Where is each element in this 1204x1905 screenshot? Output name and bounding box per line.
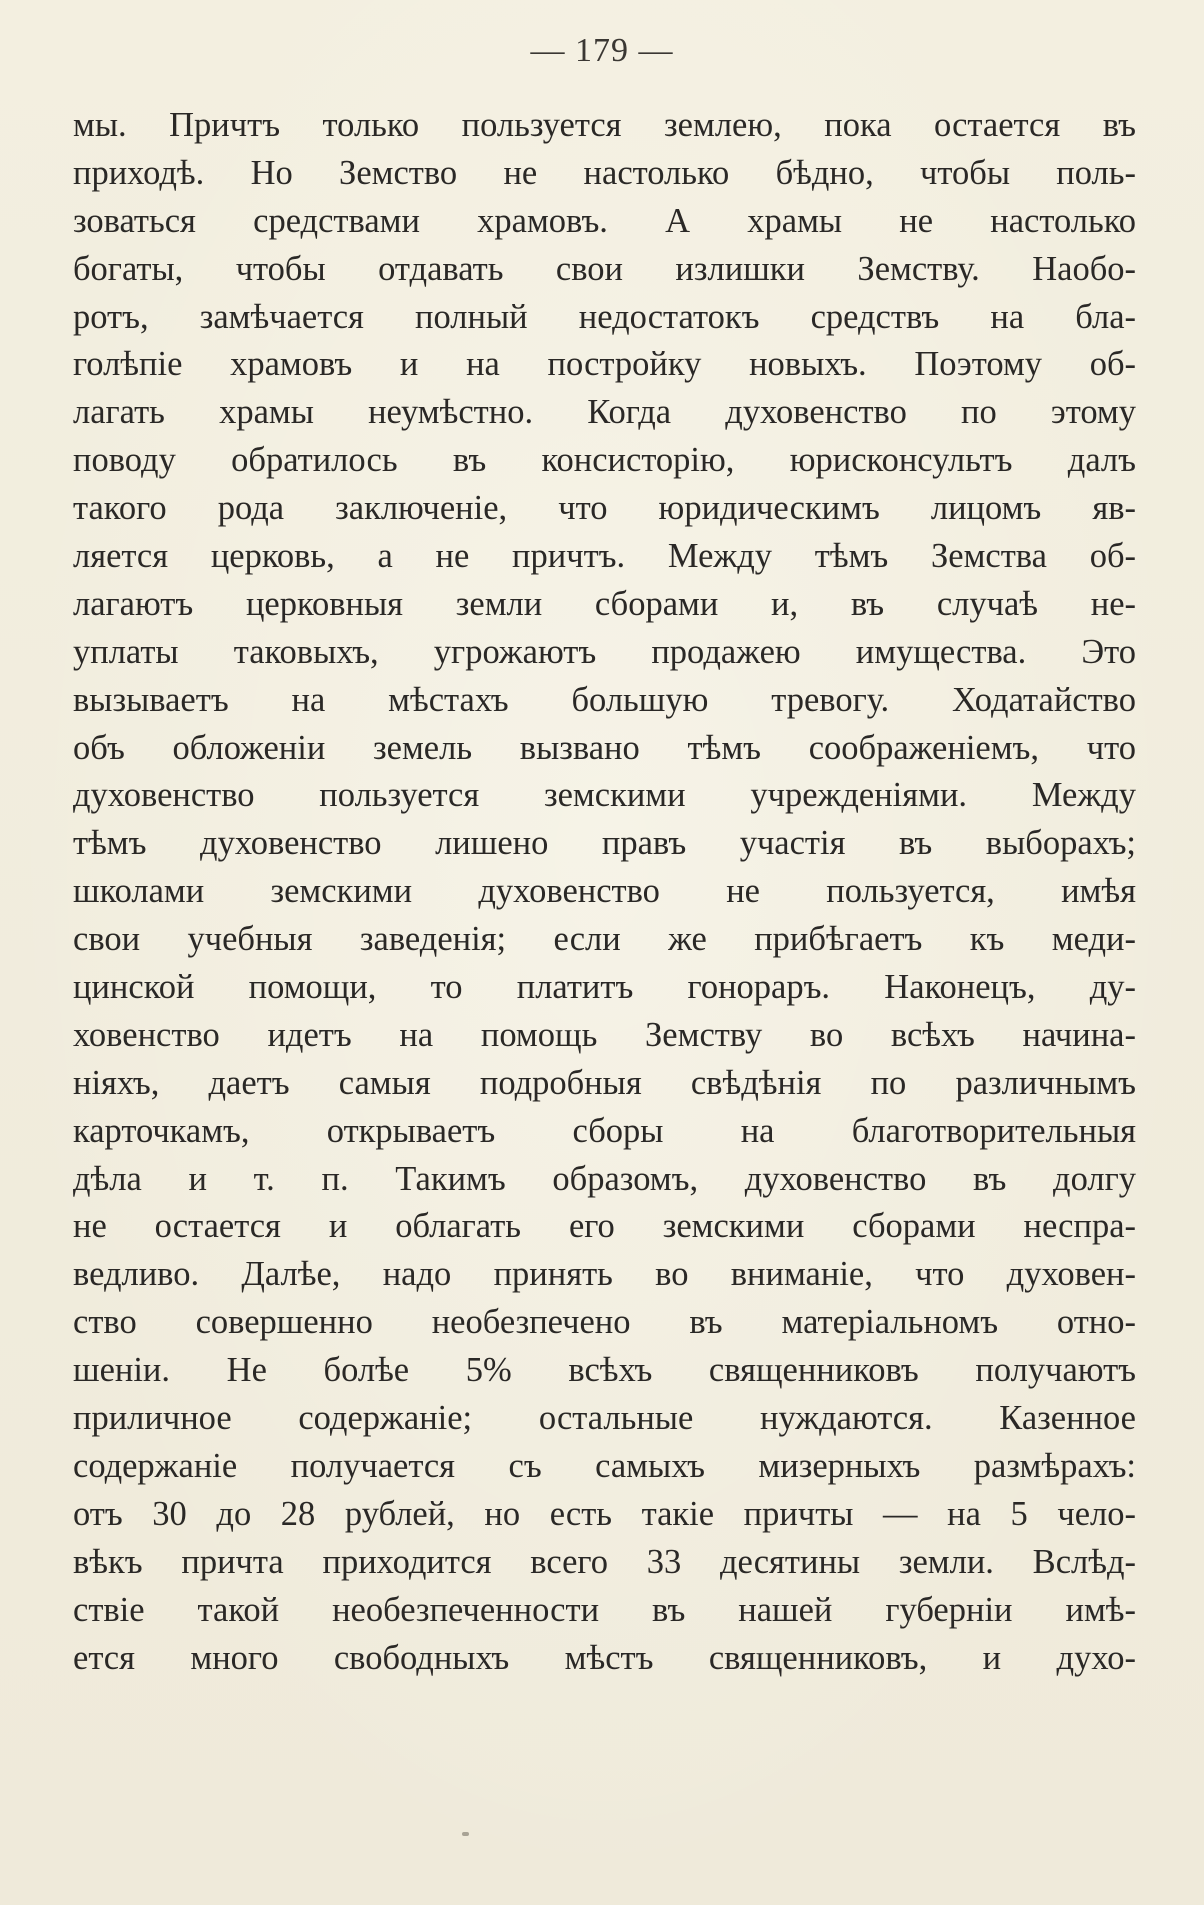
text-line: приходѣ. Но Земство не настолько бѣдно, чтобы поль- (73, 153, 1136, 192)
text-line: шеніи. Не болѣе 5% всѣхъ священниковъ получаютъ (73, 1351, 1136, 1390)
text-line: отъ 30 до 28 рублей, но есть такіе причты — на 5 чело- (73, 1494, 1136, 1533)
text-line: ротъ, замѣчается полный недостатокъ средствъ на бла- (73, 297, 1136, 336)
text-line: тѣмъ духовенство лишено правъ участія въ выборахъ; (73, 824, 1136, 863)
paper-speck (462, 1832, 469, 1836)
text-line: уплаты таковыхъ, угрожаютъ продажею имущества. Это (73, 632, 1136, 671)
text-line: голѣпіе храмовъ и на постройку новыхъ. Поэтому об- (73, 345, 1136, 384)
text-line: зоваться средствами храмовъ. А храмы не настолько (73, 201, 1136, 240)
text-line: не остается и облагать его земскими сборами неспра- (73, 1207, 1136, 1246)
text-line: ство совершенно необезпечено въ матеріальномъ отно- (73, 1303, 1136, 1342)
text-line: ніяхъ, даетъ самыя подробныя свѣдѣнія по различнымъ (73, 1063, 1136, 1102)
text-line: ховенство идетъ на помощь Земству во всѣхъ начина- (73, 1015, 1136, 1054)
text-line: ведливо. Далѣе, надо принять во вниманіе, что духовен- (73, 1255, 1136, 1294)
page-number: — 179 — (530, 32, 674, 69)
text-line: ется много свободныхъ мѣстъ священниковъ, и духо- (73, 1638, 1136, 1677)
text-line: лагаютъ церковныя земли сборами и, въ случаѣ не- (73, 584, 1136, 623)
text-line: ствіе такой необезпеченности въ нашей губерніи имѣ- (73, 1590, 1136, 1629)
text-line: ляется церковь, а не причтъ. Между тѣмъ Земства об- (73, 537, 1136, 576)
text-line: такого рода заключеніе, что юридическимъ лицомъ яв- (73, 489, 1136, 528)
text-line: содержаніе получается съ самыхъ мизерныхъ размѣрахъ: (73, 1446, 1136, 1485)
text-line: свои учебныя заведенія; если же прибѣгаетъ къ меди- (73, 920, 1136, 959)
text-line: цинской помощи, то платитъ гонораръ. Наконецъ, ду- (73, 968, 1136, 1007)
text-line: приличное содержаніе; остальные нуждаются. Казенное (73, 1399, 1136, 1438)
text-line: дѣла и т. п. Такимъ образомъ, духовенство въ долгу (73, 1159, 1136, 1198)
text-line: духовенство пользуется земскими учрежденіями. Между (73, 776, 1136, 815)
text-line: лагать храмы неумѣстно. Когда духовенство по этому (73, 393, 1136, 432)
text-line: школами земскими духовенство не пользуется, имѣя (73, 872, 1136, 911)
text-line: вызываетъ на мѣстахъ большую тревогу. Ходатайство (73, 680, 1136, 719)
text-line: карточкамъ, открываетъ сборы на благотворительныя (73, 1111, 1136, 1150)
body-text (73, 102, 1136, 1682)
text-line: мы. Причтъ только пользуется землею, пока остается въ (73, 106, 1136, 144)
text-line: богаты, чтобы отдавать свои излишки Земству. Наобо- (73, 249, 1136, 288)
text-line: поводу обратилось въ консисторію, юрисконсультъ далъ (73, 441, 1136, 480)
text-line: вѣкъ причта приходится всего 33 десятины земли. Вслѣд- (73, 1542, 1136, 1581)
text-line: объ обложеніи земель вызвано тѣмъ соображеніемъ, что (73, 728, 1136, 767)
